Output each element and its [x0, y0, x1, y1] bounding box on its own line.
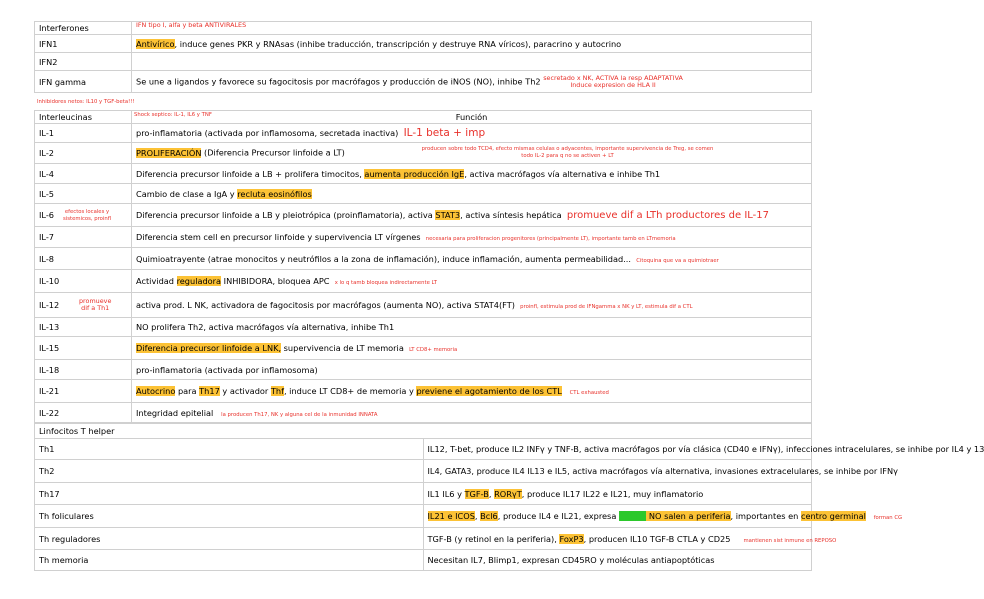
row-text: TGF-B (y retinol en la periferia),: [427, 533, 560, 544]
row-name: Th reguladores: [35, 528, 424, 550]
linfocitos-header: Linfocitos T helper: [35, 424, 812, 439]
linfocitos-table: [34, 423, 984, 571]
interleucinas-header-label: Interleucinas: [39, 112, 92, 122]
row-function: [132, 248, 812, 270]
row-text: Diferencia precursor linfoide a LB + prolifera timocitos,: [136, 168, 365, 179]
row-note: mantienen sist inmune en REPOSO: [743, 537, 837, 544]
row-name: IL-10: [35, 270, 132, 293]
table-row: [35, 227, 812, 248]
row-note-line: producen sobre todo TCD4, efecto mismas celulas o adyacentes, importante supervivencia de Treg, se comen: [421, 146, 714, 152]
row-name: IL-18: [35, 360, 132, 380]
row-note: la producen Th17, NK y alguna cel de la inmunidad INNATA: [221, 411, 378, 418]
row-function: [132, 143, 812, 164]
table-row: [35, 35, 812, 53]
table-row: [35, 337, 812, 360]
row-text: Actividad: [136, 276, 177, 286]
row-text: Se une a ligandos y favorece su fagocitosis por macrófagos y producción de iNOS (NO), inhibe Th2: [136, 76, 541, 86]
row-name: IL-2: [35, 143, 132, 164]
table-row: [35, 204, 812, 227]
row-name: Th1: [35, 439, 424, 460]
row-text: Quimioatrayente (atrae monocitos y neutrófilos a la zona de inflamación), induce inflamación, aumenta permeabilidad...: [136, 253, 632, 264]
row-text: , produce IL17 IL22 e IL21, muy inflamatorio: [521, 488, 704, 499]
row-function: [132, 53, 812, 71]
row-name: IL-5: [35, 184, 132, 204]
row-text: , importantes en: [730, 511, 801, 521]
highlight: Th17: [199, 386, 220, 396]
highlight: previene el agotamiento de los CTL: [416, 386, 562, 396]
row-text: Integridad epitelial: [136, 407, 214, 418]
row-text: pro-inflamatoria (activada por inflamosoma, secretada inactiva): [136, 128, 399, 138]
interleucinas-table: [34, 110, 812, 423]
table-row: [35, 71, 812, 93]
green-highlight: CXCR5: [618, 511, 647, 521]
row-note: [543, 75, 683, 89]
highlight: Bcl6: [480, 511, 498, 521]
row-note: IL-1 beta + imp: [403, 127, 486, 139]
interferones-header-note: IFN tipo I, alfa y beta ANTIVIRALES: [136, 21, 247, 29]
row-note: forman CG: [873, 515, 903, 521]
table-row: [35, 403, 812, 423]
row-name: IFN2: [35, 53, 132, 71]
interleucinas-header-func: [132, 111, 812, 124]
row-name: IL-8: [35, 248, 132, 270]
row-text: Diferencia stem cell en precursor linfoide y supervivencia LT vírgenes: [136, 232, 421, 242]
row-name: Th memoria: [35, 550, 424, 571]
interferones-header-note-cell: [132, 22, 812, 35]
row-name: IL-13: [35, 318, 132, 337]
highlight: TGF-B: [464, 488, 489, 499]
row-name: Th foliculares: [35, 505, 424, 528]
table-row: [35, 270, 812, 293]
table-row: [35, 248, 812, 270]
table-row: [35, 184, 812, 204]
row-text: , produce IL4 e IL21, expresa: [497, 511, 619, 521]
row-note: [347, 146, 787, 160]
table-row: [35, 318, 812, 337]
highlight: STAT3: [435, 209, 461, 220]
highlight: IL21 e ICOS: [427, 511, 475, 521]
row-function: [132, 227, 812, 248]
highlight: FoxP3: [559, 533, 584, 544]
highlight: NO salen a periferia: [646, 511, 731, 521]
interleucinas-header: [35, 111, 132, 124]
row-name-cell: [35, 204, 132, 227]
row-function: [423, 505, 903, 528]
row-name: IL-12: [39, 300, 60, 310]
row-note: necesaria para proliferacion progenitores (principalmente LT), importante tamb en LTmemoria: [425, 236, 676, 242]
row-function: [132, 35, 812, 53]
row-text: Diferencia precursor linfoide a LB y pleiotrópica (proinflamatoria), activa: [136, 209, 436, 220]
highlight: Thf: [270, 386, 284, 396]
table-row: [35, 505, 812, 528]
row-note-line: sistemicos, proinfl: [63, 216, 112, 222]
table-row: [35, 293, 812, 318]
row-note-line: Induce expresion de HLA II: [570, 80, 656, 89]
row-function: [132, 337, 812, 360]
row-name: IL-4: [35, 164, 132, 184]
row-function: NO prolifera Th2, activa macrófagos vía alternativa, inhibe Th1: [132, 318, 812, 337]
row-function: IL12, T-bet, produce IL2 INFγ y TNF-B, activa macrófagos por vía clásica (CD40 e IFNγ), infecciones intracelulares, se inhibe por IL4 y 13: [423, 439, 812, 460]
highlight: Antivírico: [136, 38, 175, 49]
highlight: PROLIFERACIÓN: [136, 147, 202, 158]
row-function: [423, 528, 837, 550]
row-function: [132, 184, 812, 204]
table-row: [35, 550, 812, 571]
row-name: IFN gamma: [35, 71, 132, 93]
table-row: [35, 528, 812, 550]
table-row: [35, 53, 812, 71]
interferones-header-label: Interferones: [39, 23, 89, 33]
row-text: ,: [474, 511, 481, 521]
row-name: IL-6: [39, 210, 54, 220]
row-name: IL-22: [35, 403, 132, 423]
row-note-line: secretado x NK, ACTIVA la resp ADAPTATIVA: [543, 73, 683, 82]
row-text: y activador: [219, 386, 271, 396]
row-note-line: todo IL-2 para q no se activen + LT: [521, 153, 614, 159]
highlight: recluta eosinófilos: [237, 188, 312, 199]
row-name-note: [63, 209, 111, 223]
row-text: ,: [488, 488, 495, 499]
row-note: Citoquina que va a quimiotraer: [636, 257, 719, 264]
highlight: Diferencia precursor linfoide a LNK,: [136, 343, 282, 353]
row-note-line: efectos locales y: [64, 209, 110, 215]
row-text: , induce LT CD8+ de memoria y: [283, 386, 417, 396]
row-note: promueve dif a LTh productores de IL-17: [566, 209, 770, 221]
row-note: CTL exhausted: [569, 390, 609, 396]
row-function: [132, 270, 812, 293]
funcion-header: Función: [455, 112, 488, 122]
interferones-header: [35, 22, 132, 35]
row-text: , induce genes PKR y RNAsas (inhibe traducción, transcripción y destruye RNA víricos), paracrino y autocrino: [174, 38, 622, 49]
row-name: IL-7: [35, 227, 132, 248]
row-function: [132, 380, 812, 403]
table-row: [35, 360, 812, 380]
table-row: [35, 164, 812, 184]
row-function: [132, 204, 812, 227]
row-name: IL-1: [35, 124, 132, 143]
shock-septico-note: Shock septico: IL-1, IL6 y TNF: [134, 112, 212, 118]
row-note: LT CD8+ memoria: [409, 347, 458, 353]
inhibidores-note: Inhibidores netos: IL10 y TGF-beta!!!: [37, 99, 135, 105]
table-row: [35, 143, 812, 164]
row-name: Th2: [35, 460, 424, 483]
highlight: RORγT: [494, 488, 522, 499]
highlight: reguladora: [176, 276, 222, 286]
highlight: aumenta producción IgE: [364, 168, 465, 179]
row-text: IL1 IL6 y: [427, 488, 465, 499]
row-name-cell: [35, 293, 132, 318]
table-row: [35, 380, 812, 403]
row-name: IFN1: [35, 35, 132, 53]
row-name: IL-21: [35, 380, 132, 403]
row-note-line: dif a Th1: [81, 304, 110, 312]
row-text: , producen IL10 TGF-B CTLA y CD25: [583, 533, 731, 544]
row-text: para: [175, 386, 200, 396]
interferones-table: [34, 21, 812, 93]
row-text: , activa macrófagos vía alternativa e inhibe Th1: [464, 168, 661, 179]
row-text: , activa síntesis hepática: [460, 209, 562, 220]
row-name: Th17: [35, 483, 424, 505]
row-function: [132, 293, 812, 318]
highlight: centro germinal: [800, 511, 866, 521]
row-function: Necesitan IL7, Blimp1, expresan CD45RO y moléculas antiapoptóticas: [423, 550, 812, 571]
table-row: [35, 439, 812, 460]
table-row: [35, 124, 812, 143]
row-name: IL-15: [35, 337, 132, 360]
row-text: INHIBIDORA, bloquea APC: [221, 276, 330, 286]
row-function: [423, 483, 812, 505]
table-row: [35, 483, 812, 505]
row-function: IL4, GATA3, produce IL4 IL13 e IL5, activa macrófagos vía alternativa, invasiones extracelulares, se inhibe por IFNγ: [423, 460, 812, 483]
row-function: [132, 164, 812, 184]
row-text: activa prod. L NK, activadora de fagocitosis por macrófagos (aumenta NO), activa STAT4(FT): [136, 300, 515, 310]
highlight: Autocrino: [136, 386, 176, 396]
row-text: (Diferencia Precursor linfoide a LT): [201, 147, 345, 158]
row-note: x lo q tamb bloquea indirectamente LT: [334, 280, 437, 286]
row-name-note: [79, 298, 111, 312]
table-row: [35, 460, 812, 483]
row-function: [132, 124, 812, 143]
row-function: [132, 403, 812, 423]
row-function: pro-inflamatoria (activada por inflamosoma): [132, 360, 812, 380]
row-function: [132, 71, 812, 93]
row-text: Cambio de clase a IgA y: [136, 188, 238, 199]
row-note-line: promueve: [79, 297, 112, 305]
row-note: proinfl, estimula prod de IFNgamma x NK y LT, estimula dif a CTL: [520, 304, 693, 310]
row-text: supervivencia de LT memoria: [281, 343, 404, 353]
